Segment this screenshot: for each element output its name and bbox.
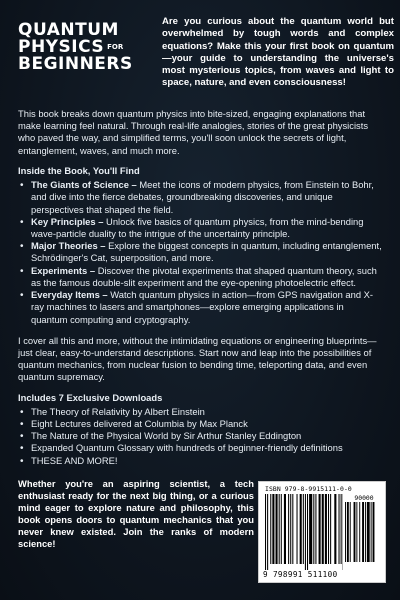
list-item-text: Explore the biggest concepts in quantum, including entanglement, Schrödinger's Cat, superposition, and more. [31,240,382,264]
barcode-bar [319,494,321,564]
barcode-bar [347,502,349,562]
barcode-bar [325,494,327,564]
barcode-bar [359,502,360,562]
barcode-bar [292,494,293,564]
download-item: • THESE AND MORE! [18,455,382,467]
download-item: • Expanded Quantum Glossary with hundreds of beginner-friendly definitions [18,442,382,454]
barcode-bar [290,494,291,564]
barcode-bar [288,494,289,564]
coverage-paragraph: I cover all this and more, without the intimidating equations or engineering blueprints—just clear, easy-to-understand descriptions. Start now and leap into the possibilities of quantum mechanics, from nuclear fusion to bending time, teleporting data, and even quantum supremacy. [18,334,377,383]
barcode-bar [350,502,351,562]
price-code: 90000 [354,494,374,502]
barcode-bar [334,494,336,564]
download-item: • The Theory of Relativity by Albert Einstein [18,406,382,418]
description-paragraph: This book breaks down quantum physics into bite-sized, engaging explanations that make learning feel natural. Through real-life analogies, stories of the great physicists who paved the way, and simplified terms, you'll soon unlock the secrets of light, entanglement, waves, and much more. [18,108,369,156]
list-item [18,216,382,240]
barcode-bar [313,494,314,564]
barcode-bar [309,494,312,564]
inside-heading: Inside the Book, You'll Find [18,164,140,176]
barcode-bar [276,494,278,564]
barcode-bar [367,502,370,562]
barcode-bar [270,494,271,564]
barcode-bar [365,502,366,562]
list-item-term: The Giants of Science – [31,179,137,191]
list-item-term: Key Principles – [31,215,104,227]
barcode-bar [373,502,375,562]
barcode-bar [356,502,357,562]
list-item-term: Major Theories – [31,240,106,252]
barcode-bar [354,502,356,562]
header [12,12,394,104]
list-item-text: Meet the icons of modern physics, from Einstein to Bohr, and dive into the fierce debates, groundbreaking discoveries, and unique perspectives that shaped the field. [31,179,374,215]
barcode-bar [371,502,372,562]
barcode-bar [307,494,308,570]
list-item-text: Watch quantum physics in action—from GPS navigation and X-ray machines to lasers and smartphones—explore emerging applications in quantum computing and cryptography. [31,289,374,325]
barcode [258,481,386,583]
title-line-3: BEGINNERS [18,54,133,74]
barcode-bar [362,502,364,562]
barcode-addon-bars [345,502,381,568]
barcode-bar [284,494,286,564]
list-item-text: Discover the pivotal experiments that shaped quantum theory, such as the famous double-slit experiment and the eye-opening photoelectric effect. [31,264,377,288]
isbn-label: ISBN 979-8-9915111-0-0 [265,485,352,493]
barcode-bar [267,494,268,570]
title-line-2: PHYSICS [18,37,105,57]
downloads-list [18,406,382,467]
barcode-bar [339,494,340,564]
list-item [18,265,382,289]
barcode-bar [315,494,316,564]
list-item [18,289,382,326]
downloads-heading: Includes 7 Exclusive Downloads [18,391,163,403]
list-item-text: Unlock five basics of quantum physics, from the mind-bending wave-particle duality to the intrigue of the uncertainty principle. [31,215,364,239]
barcode-bar [330,494,331,564]
barcode-bars [265,494,343,570]
list-item [18,179,382,216]
body-text [18,108,382,467]
download-item: • The Nature of the Physical World by Sir Arthur Stanley Eddington [18,430,382,442]
list-item [18,240,382,264]
list-item-term: Everyday Items – [31,289,108,301]
barcode-bar [300,494,302,564]
download-item: • Eight Lectures delivered at Columbia by Max Planck [18,418,382,430]
barcode-bar [297,494,298,564]
title-line-1: QUANTUM [18,20,119,40]
barcode-bar [305,494,306,570]
title-line-2-suffix: FOR [107,43,124,51]
barcode-bar [345,502,346,562]
barcode-bar [303,494,304,564]
barcode-bar [281,494,282,564]
list-item-term: Experiments – [31,264,96,276]
intro-text: Are you curious about the quantum world but overwhelmed by tough words and complex equations? Make this your first book on quantum—your guide to understanding the universe's most mysterious topics, from waves and light to space, nature, and even consciousness! [162,16,394,89]
barcode-bar [265,494,266,570]
barcode-bar [322,494,324,564]
barcode-bar [328,494,329,564]
barcode-bar [279,494,280,564]
barcode-bar [272,494,274,564]
cover-title [18,22,142,73]
barcode-bar [341,494,342,564]
inside-list [18,179,382,326]
barcode-digits: 9 798991 511100 [263,570,338,579]
outro-text: Whether you're an aspiring scientist, a tech enthusiast ready for the next big thing, or a curious mind eager to explore nature and philosophy, this book opens doors to quantum mechanics that you never knew existed. Join the ranks of modern science! [18,478,254,550]
